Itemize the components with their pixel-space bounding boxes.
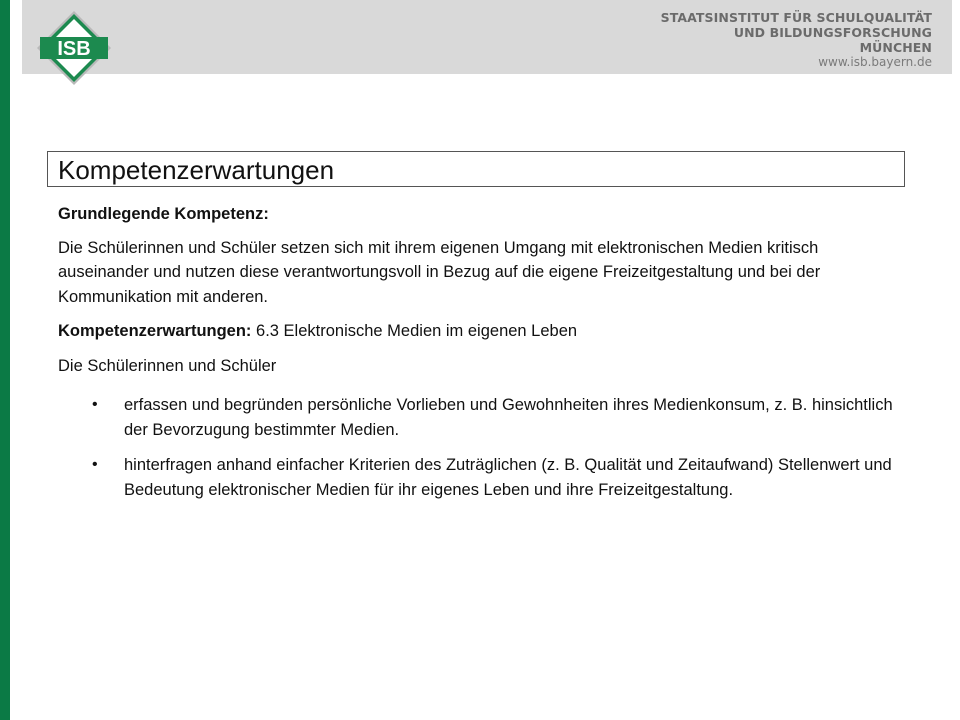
logo-text: ISB [57,38,91,60]
institute-line-1: STAATSINSTITUT FÜR SCHULQUALITÄT [660,10,932,25]
basic-competence-text: Die Schülerinnen und Schüler setzen sich mit ihrem eigenen Umgang mit elektronischen Medien kritisch auseinander und nutzen diese verantwortungsvoll in Bezug auf die eigene Freizeitgestaltung und bei der Kommunikation mit anderen. [58,238,821,306]
institute-line-3: MÜNCHEN [859,40,932,55]
expectations-label: Kompetenzerwartungen: [58,322,252,340]
isb-logo [34,8,114,88]
institute-line-2: UND BILDUNGSFORSCHUNG [733,25,932,40]
list-item [58,453,908,502]
bullet-text-2: hinterfragen anhand einfacher Kriterien des Zuträglichen (z. B. Qualität und Zeitaufwand) Stellenwert und Bedeutung elektronischer Medien für ihr eigenes Leben und ihre Freizeitgestaltung. [124,456,892,499]
expectations-text: 6.3 Elektronische Medien im eigenen Leben [251,322,578,340]
expectations-line [58,319,908,344]
slide-title: Kompetenzerwartungen [58,155,335,185]
bullet-intro: Die Schülerinnen und Schüler [58,356,277,375]
slide-content [58,202,908,513]
institute-website: www.isb.bayern.de [818,55,932,69]
title-box [47,151,905,187]
list-item [58,393,908,442]
bullet-icon: • [92,456,98,473]
left-accent-bar [0,0,10,720]
bullet-list [58,393,908,502]
institute-name [661,10,932,70]
bullet-text-1: erfassen und begründen persönliche Vorlieben und Gewohnheiten ihres Medienkonsum, z. B. hinsichtlich der Bevorzugung bestimmter Medien. [124,396,893,439]
bullet-icon: • [92,396,98,413]
basic-competence-heading: Grundlegende Kompetenz: [58,205,269,223]
